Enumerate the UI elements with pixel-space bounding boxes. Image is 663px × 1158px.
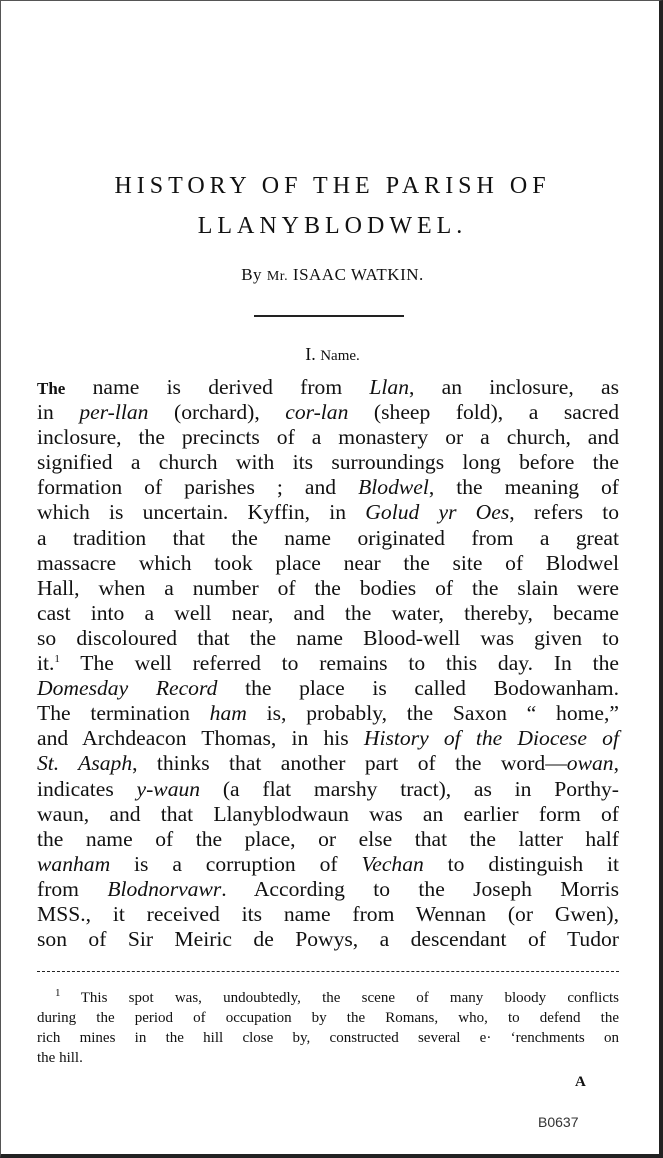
body-line <box>37 726 619 751</box>
body-text-segment: ham <box>209 701 247 726</box>
body-text-segment: Vechan <box>361 851 424 876</box>
body-line <box>37 927 619 952</box>
body-text-segment: History of the Diocese of <box>363 726 619 751</box>
body-line <box>37 400 619 425</box>
footnote-text: This spot was, undoubtedly, the scene of many bloody conflicts <box>80 990 620 1006</box>
body-text-segment: in <box>37 400 80 425</box>
body-text-segment: , refers to <box>509 500 620 525</box>
body-line <box>37 676 619 701</box>
body-text-segment: The well referred to remains to this day. In the <box>59 651 619 676</box>
body-line <box>37 375 619 400</box>
body-text-segment: massacre which took place near the site of Blodwel <box>37 550 619 575</box>
body-text-segment: cor-lan <box>285 400 349 425</box>
body-line <box>37 551 619 576</box>
body-line <box>37 827 619 852</box>
body-text-segment: Blodwel <box>358 475 429 500</box>
body-text-segment: so discoloured that the name Blood-well was given to <box>37 625 619 650</box>
body-text-segment: to distinguish it <box>423 851 619 876</box>
body-line <box>37 425 619 450</box>
title-line-2: LLANYBLODWEL. <box>197 213 468 239</box>
body-text-segment: , an inclosure, as <box>409 375 620 399</box>
body-text-segment: The <box>37 379 66 398</box>
title-line-1: HISTORY OF THE PARISH OF <box>114 173 551 199</box>
body-text-segment: , <box>613 751 619 776</box>
byline <box>1 265 663 285</box>
body-line <box>37 777 619 802</box>
body-text-segment: Hall, when a number of the bodies of the slain were <box>37 575 619 600</box>
body-line <box>37 852 619 877</box>
body-line <box>37 751 619 776</box>
section-name: Name. <box>320 348 360 364</box>
footnote-text: the hill. <box>37 1050 83 1066</box>
body-paragraph <box>37 375 619 952</box>
body-text-segment: Golud yr Oes <box>365 500 510 525</box>
body-text-segment: the name of the place, or else that the latter half <box>37 826 619 851</box>
section-heading <box>1 344 663 365</box>
body-text-segment: a tradition that the name originated from a great <box>37 525 619 550</box>
body-text-segment: owan <box>566 751 614 776</box>
section-number: I. <box>305 344 316 364</box>
body-text-segment: , the meaning of <box>428 475 619 500</box>
signature-mark: A <box>575 1074 586 1090</box>
body-text-segment: The termination <box>37 701 210 726</box>
body-text-segment: name is derived from <box>65 375 370 399</box>
body-text-segment: Llan <box>369 375 409 399</box>
body-text-segment: MSS., it received its name from Wennan (or Gwen), <box>37 901 619 926</box>
body-line <box>37 576 619 601</box>
body-text-segment: waun, and that Llanyblodwaun was an earlier form of <box>37 801 619 826</box>
body-line <box>37 450 619 475</box>
body-text-segment: (orchard), <box>148 400 286 425</box>
body-text-segment: , thinks that another part of the word— <box>132 751 567 776</box>
body-text-segment: formation of parishes ; and <box>37 475 359 500</box>
body-line <box>37 877 619 902</box>
body-text-segment: wanham <box>37 851 111 876</box>
body-text-segment: Blodnorvawr <box>107 876 222 901</box>
body-text-segment: (a flat marshy tract), as in Porthy- <box>200 776 620 801</box>
footnote-line <box>37 1048 619 1068</box>
footnote-marker: 1 <box>55 987 81 999</box>
body-text-segment: is, probably, the Saxon “ home,” <box>246 701 619 726</box>
body-text-segment: and Archdeacon Thomas, in his <box>37 726 364 751</box>
body-text-segment: St. Asaph <box>37 751 133 776</box>
footnote-divider <box>37 971 619 972</box>
body-text-segment: which is uncertain. Kyffin, in <box>37 500 366 525</box>
body-line <box>37 651 619 676</box>
body-text-segment: from <box>37 876 108 901</box>
archive-code: B0637 <box>538 1114 579 1130</box>
body-line <box>37 500 619 525</box>
body-line <box>37 475 619 500</box>
body-text-segment: inclosure, the precincts of a monastery or a church, and <box>37 425 619 450</box>
footnote-line <box>37 1028 619 1048</box>
footnote-line <box>37 1008 619 1028</box>
body-text-segment: the place is called Bodowanham. <box>217 676 620 701</box>
body-line <box>37 601 619 626</box>
byline-author: ISAAC WATKIN. <box>292 265 424 284</box>
footnote-line <box>37 988 619 1008</box>
footnote-text: during the period of occupation by the Romans, who, to defend the <box>37 1010 619 1026</box>
byline-honorific: Mr. <box>266 269 289 284</box>
footnote <box>37 988 619 1068</box>
body-text-segment: signified a church with its surroundings long before the <box>37 450 619 475</box>
title-divider <box>254 315 404 317</box>
footnote-text: rich mines in the hill close by, constructed several e· ‘renchments on <box>37 1030 619 1046</box>
body-text-segment: indicates <box>37 776 137 801</box>
body-text-segment: per-llan <box>79 400 149 425</box>
body-text-segment: (sheep fold), a sacred <box>348 400 619 425</box>
body-line <box>37 802 619 827</box>
body-line <box>37 902 619 927</box>
body-line <box>37 626 619 651</box>
body-line <box>37 701 619 726</box>
body-text-segment: cast into a well near, and the water, thereby, became <box>37 600 619 625</box>
body-text-segment: it. <box>37 651 55 676</box>
body-text-segment: y-waun <box>136 776 201 801</box>
body-text-segment: . According to the Joseph Morris <box>221 876 619 901</box>
byline-prefix: By <box>241 265 263 284</box>
body-line <box>37 526 619 551</box>
body-text-segment: is a corruption of <box>110 851 362 876</box>
body-text-segment: son of Sir Meiric de Powys, a descendant of Tudor <box>37 927 619 952</box>
footnote-reference: 1 <box>54 652 60 665</box>
body-text-segment: Domesday Record <box>37 676 218 701</box>
